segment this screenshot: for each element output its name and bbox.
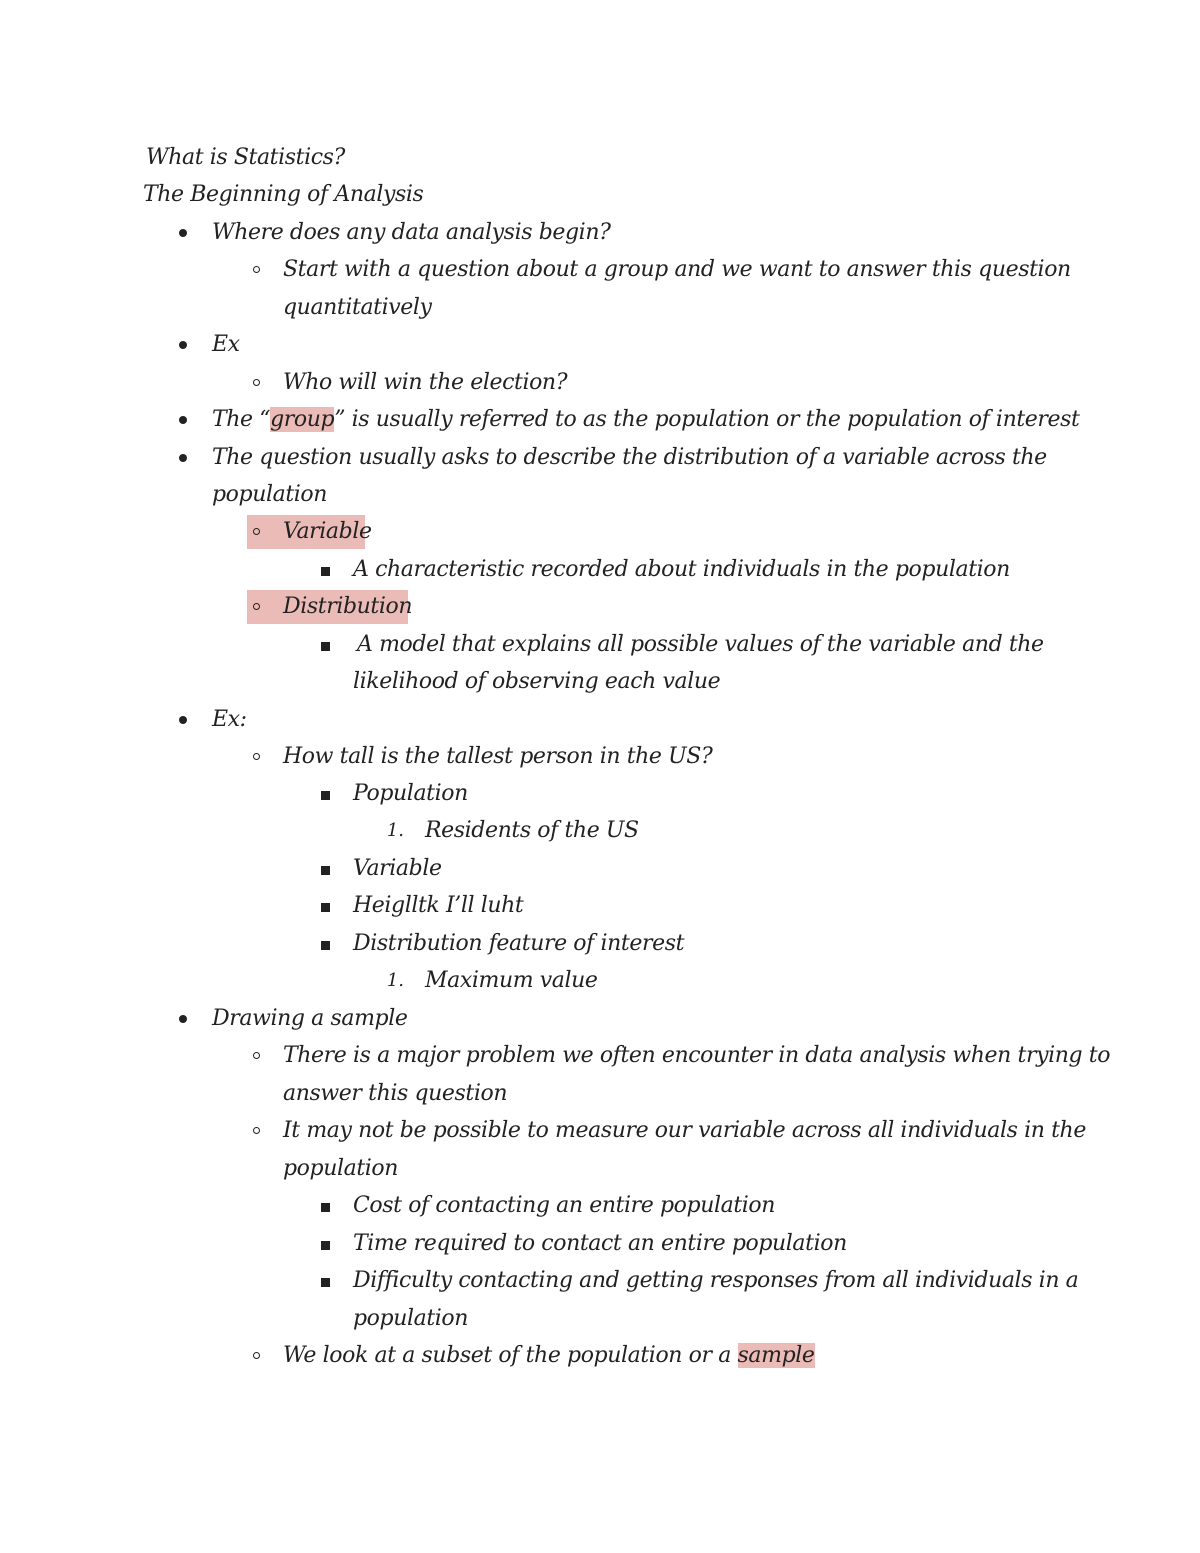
text-segment: The “ xyxy=(212,407,271,432)
list-item: A model that explains all possible values of the variable and the xyxy=(357,632,1044,657)
list-item-continuation: population xyxy=(353,1306,469,1331)
list-item: Distribution feature of interest xyxy=(353,931,685,956)
list-item: Ex xyxy=(212,332,240,357)
list-item: Heiglltk I’ll luht xyxy=(353,893,524,918)
list-item: Who will win the election? xyxy=(283,370,568,395)
list-item: Variable xyxy=(353,856,442,881)
bullet-square-icon xyxy=(315,1264,335,1298)
list-item: Cost of contacting an entire population xyxy=(353,1193,776,1218)
bullet-circle-icon xyxy=(248,740,268,774)
section-heading: The Beginning of Analysis xyxy=(143,182,424,207)
bullet-square-icon xyxy=(315,889,335,923)
list-number: 1. xyxy=(386,820,404,841)
bullet-disc-icon xyxy=(173,441,193,475)
bullet-square-icon xyxy=(315,1189,335,1223)
list-item xyxy=(212,403,1079,437)
list-item: How tall is the tallest person in the US? xyxy=(283,744,713,769)
highlighted-term-distribution: Distribution xyxy=(283,594,413,619)
list-item: The question usually asks to describe the distribution of a variable across the xyxy=(212,445,1047,470)
list-item-continuation: quantitatively xyxy=(283,295,432,320)
bullet-circle-icon xyxy=(248,366,268,400)
highlighted-term-sample: sample xyxy=(737,1343,815,1368)
list-item xyxy=(283,1339,815,1373)
bullet-circle-icon xyxy=(248,253,268,287)
list-item: A characteristic recorded about individuals in the population xyxy=(353,557,1010,582)
list-item: Population xyxy=(353,781,468,806)
list-item-continuation: likelihood of observing each value xyxy=(353,669,721,694)
highlighted-term-group: group xyxy=(270,407,335,432)
bullet-disc-icon xyxy=(173,216,193,250)
bullet-circle-icon xyxy=(248,1039,268,1073)
bullet-square-icon xyxy=(315,852,335,886)
bullet-disc-icon xyxy=(173,403,193,437)
bullet-circle-icon xyxy=(248,1114,268,1148)
list-item: Start with a question about a group and we want to answer this question xyxy=(283,257,1071,282)
list-item: Time required to contact an entire population xyxy=(353,1231,847,1256)
highlighted-term-variable: Variable xyxy=(283,519,372,544)
page-title: What is Statistics? xyxy=(146,145,345,170)
list-item: Drawing a sample xyxy=(212,1006,408,1031)
list-item-continuation: population xyxy=(212,482,328,507)
list-number: 1. xyxy=(386,970,404,991)
bullet-disc-icon xyxy=(173,703,193,737)
bullet-circle-icon xyxy=(248,515,268,549)
list-item: Ex: xyxy=(212,707,247,732)
bullet-square-icon xyxy=(315,628,335,662)
bullet-square-icon xyxy=(315,1227,335,1261)
list-item-continuation: population xyxy=(283,1156,399,1181)
list-item: It may not be possible to measure our variable across all individuals in the xyxy=(283,1118,1086,1143)
bullet-square-icon xyxy=(315,553,335,587)
list-item: There is a major problem we often encounter in data analysis when trying to xyxy=(283,1043,1111,1068)
bullet-circle-icon xyxy=(248,590,268,624)
text-segment: ” is usually referred to as the population or the population of interest xyxy=(334,407,1080,432)
list-item: Residents of the US xyxy=(425,818,639,843)
text-segment: We look at a subset of the population or a xyxy=(283,1343,738,1368)
bullet-square-icon xyxy=(315,777,335,811)
list-item: Where does any data analysis begin? xyxy=(212,220,611,245)
bullet-square-icon xyxy=(315,927,335,961)
bullet-disc-icon xyxy=(173,328,193,362)
bullet-disc-icon xyxy=(173,1002,193,1036)
bullet-circle-icon xyxy=(248,1339,268,1373)
list-item: Maximum value xyxy=(425,968,598,993)
list-item: Difficulty contacting and getting responses from all individuals in a xyxy=(353,1268,1079,1293)
list-item-continuation: answer this question xyxy=(283,1081,508,1106)
